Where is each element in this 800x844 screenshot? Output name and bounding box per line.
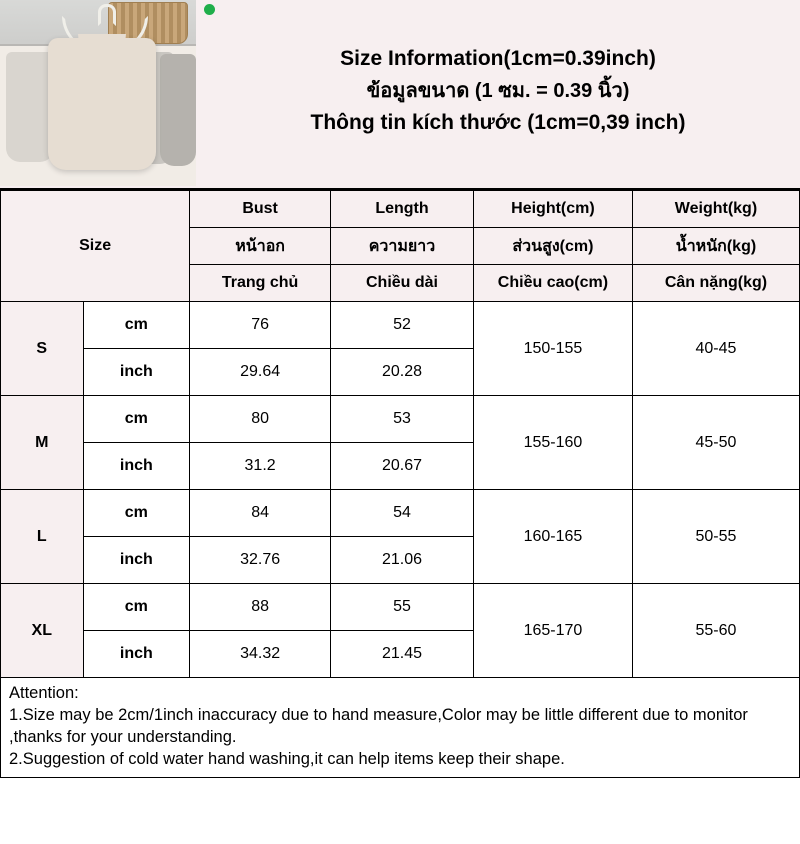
cell-bust-inch-l: 32.76 [190,537,331,584]
cell-length-inch-s: 20.28 [331,349,474,396]
size-table [0,190,800,678]
cell-bust-cm-l: 84 [190,490,331,537]
attention-line-2: 2.Suggestion of cold water hand washing,it can help items keep their shape. [9,749,565,768]
table-row [1,490,800,537]
garment-light-grey [160,54,196,166]
title-block [196,0,800,188]
cell-bust-cm-s: 76 [190,302,331,349]
cell-height-s: 150-155 [473,302,632,396]
row-unit-inch-l: inch [83,537,190,584]
title-line-th: ข้อมูลขนาด (1 ซม. = 0.39 นิ้ว) [366,79,630,102]
col-header-height-vi: Chiều cao(cm) [473,265,632,302]
cell-bust-inch-m: 31.2 [190,443,331,490]
row-unit-cm-m: cm [83,396,190,443]
cell-weight-xl: 55-60 [632,584,799,678]
row-unit-cm-l: cm [83,490,190,537]
col-header-length-vi: Chiều dài [331,265,474,302]
attention-heading: Attention: [9,684,79,702]
col-header-length-th: ความยาว [331,228,474,265]
col-header-height-th: ส่วนสูง(cm) [473,228,632,265]
cell-bust-inch-s: 29.64 [190,349,331,396]
cell-length-inch-m: 20.67 [331,443,474,490]
row-unit-inch-m: inch [83,443,190,490]
bottom-whitespace [0,778,800,844]
table-row [1,396,800,443]
table-row [1,584,800,631]
size-header-cell: Size [1,191,190,302]
green-dot-indicator [204,4,215,15]
hanger-hook-icon [98,4,116,26]
cell-weight-m: 45-50 [632,396,799,490]
cell-length-cm-s: 52 [331,302,474,349]
cell-length-inch-l: 21.06 [331,537,474,584]
cell-length-cm-l: 54 [331,490,474,537]
cell-bust-cm-m: 80 [190,396,331,443]
attention-section [0,678,800,778]
featured-tank-top [48,38,156,170]
cell-length-inch-xl: 21.45 [331,631,474,678]
row-unit-inch-xl: inch [83,631,190,678]
cell-weight-l: 50-55 [632,490,799,584]
col-header-bust-vi: Trang chủ [190,265,331,302]
header-band [0,0,800,190]
attention-line-1: 1.Size may be 2cm/1inch inaccuracy due to hand measure,Color may be little different due to monitor ,thanks for your understanding. [9,705,748,746]
garment-beige [6,52,54,162]
col-header-height-en: Height(cm) [473,191,632,228]
col-header-bust-en: Bust [190,191,331,228]
row-unit-inch-s: inch [83,349,190,396]
cell-length-cm-xl: 55 [331,584,474,631]
product-photo [0,0,196,186]
row-unit-cm-s: cm [83,302,190,349]
title-line-en: Size Information(1cm=0.39inch) [340,47,656,71]
cell-height-l: 160-165 [473,490,632,584]
col-header-weight-th: น้ำหนัก(kg) [632,228,799,265]
cell-bust-inch-xl: 34.32 [190,631,331,678]
title-line-vi: Thông tin kích thước (1cm=0,39 inch) [310,110,686,134]
row-size-label-m: M [1,396,84,490]
row-size-label-xl: XL [1,584,84,678]
table-header-row-en [1,191,800,228]
col-header-weight-en: Weight(kg) [632,191,799,228]
col-header-weight-vi: Cân nặng(kg) [632,265,799,302]
col-header-length-en: Length [331,191,474,228]
row-unit-cm-xl: cm [83,584,190,631]
row-size-label-s: S [1,302,84,396]
cell-length-cm-m: 53 [331,396,474,443]
cell-weight-s: 40-45 [632,302,799,396]
table-row [1,302,800,349]
row-size-label-l: L [1,490,84,584]
cell-bust-cm-xl: 88 [190,584,331,631]
col-header-bust-th: หน้าอก [190,228,331,265]
cell-height-xl: 165-170 [473,584,632,678]
cell-height-m: 155-160 [473,396,632,490]
